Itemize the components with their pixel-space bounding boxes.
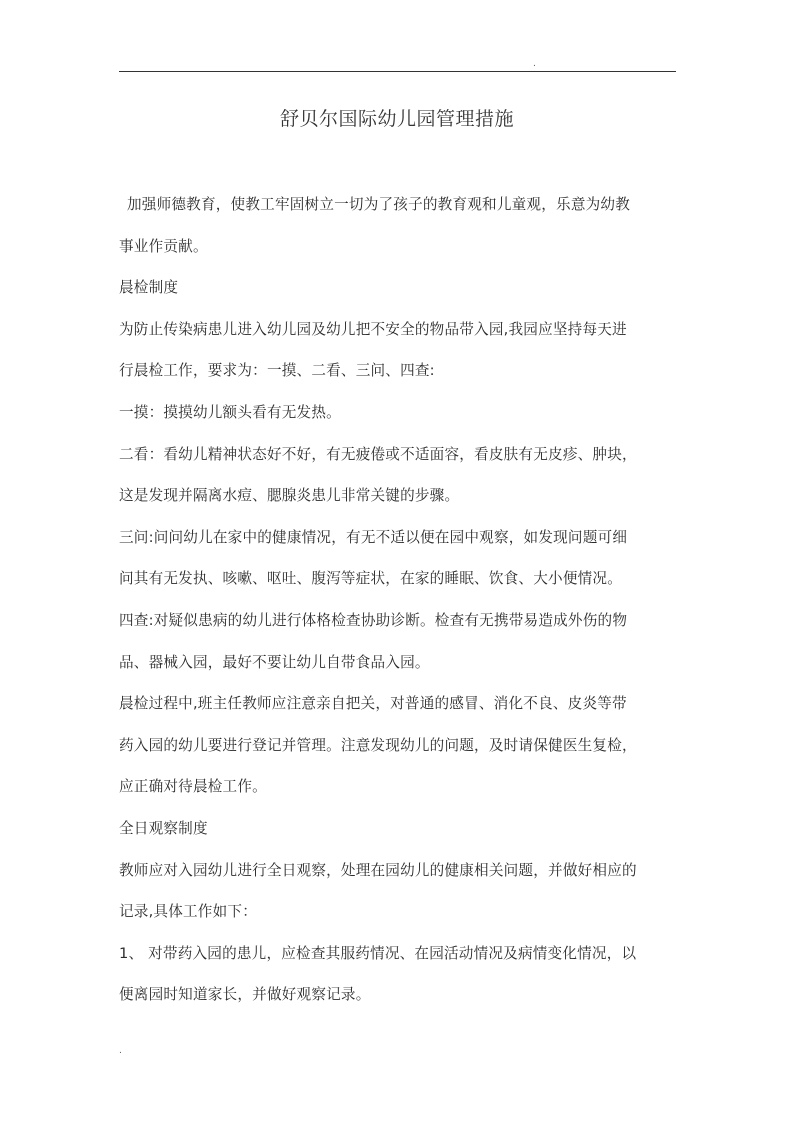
section-heading: 全日观察制度	[119, 819, 208, 837]
paragraph-line: 事业作贡献。	[119, 237, 208, 255]
document-title: 舒贝尔国际幼儿园管理措施	[279, 108, 514, 130]
paragraph-line: 晨检过程中,班主任教师应注意亲自把关，对普通的感冒、消化不良、皮炎等带	[119, 695, 627, 713]
paragraph-line: 记录,具体工作如下：	[119, 903, 257, 921]
paragraph-line: 教师应对入园幼儿进行全日观察，处理在园幼儿的健康相关问题，并做好相应的	[119, 861, 637, 879]
paragraph-line: 行晨检工作，要求为：一摸、二看、三问、四查:	[119, 362, 435, 380]
list-item-line: 便离园时知道家长，并做好观察记录。	[119, 986, 371, 1004]
paragraph-line: 二看：看幼儿精神状态好不好，有无疲倦或不适面容，看皮肤有无皮疹、肿块，	[119, 445, 637, 463]
footer-marker: .	[119, 1046, 122, 1056]
document-body	[119, 184, 679, 1016]
paragraph-line: 问其有无发执、咳嗽、呕吐、腹泻等症状，在家的睡眠、饮食、大小便情况。	[119, 570, 622, 588]
paragraph-line: 三问:问问幼儿在家中的健康情况，有无不适以便在园中观察，如发现问题可细	[119, 528, 628, 546]
paragraph-line: 品、器械入园，最好不要让幼儿自带食品入园。	[119, 653, 430, 671]
paragraph-line: 应正确对待晨检工作。	[119, 778, 267, 796]
paragraph-line: 四查:对疑似患病的幼儿进行体格检查协助诊断。检查有无携带易造成外伤的物	[119, 611, 628, 629]
list-item-line: 1、 对带药入园的患儿，应检查其服药情况、在园活动情况及病情变化情况，以	[119, 944, 637, 962]
paragraph-line: 加强师德教育，使教工牢固树立一切为了孩子的教育观和儿童观，乐意为幼教	[127, 196, 630, 213]
paragraph-line: 一摸：摸摸幼儿额头看有无发热。	[119, 403, 341, 421]
header-rule	[119, 71, 676, 72]
paragraph-line: 药入园的幼儿要进行登记并管理。注意发现幼儿的问题，及时请保健医生复检，	[119, 736, 637, 754]
header-marker: .	[533, 59, 536, 69]
paragraph-line: 为防止传染病患儿进入幼儿园及幼儿把不安全的物品带入园,我园应坚持每天进	[119, 320, 627, 338]
paragraph-line: 这是发现并隔离水痘、腮腺炎患儿非常关键的步骤。	[119, 487, 460, 505]
section-heading: 晨检制度	[119, 279, 179, 297]
